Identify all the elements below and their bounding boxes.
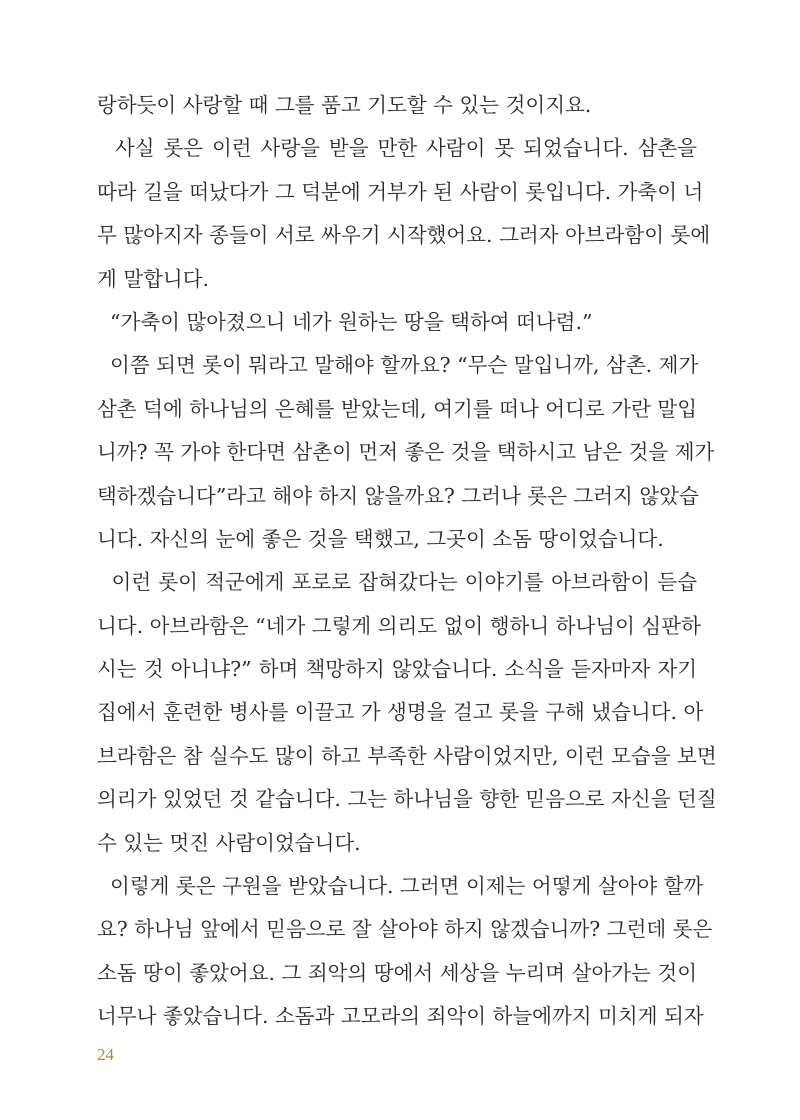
text-line: 택하겠습니다”라고 해야 하지 않을까요? 그러나 롯은 그러지 않았습: [97, 483, 699, 508]
page-number: 24: [97, 1045, 114, 1064]
text-line: 무 많아지자 종들이 서로 싸우기 시작했어요. 그러자 아브라함이 롯에: [97, 223, 711, 248]
text-line: “가축이 많아졌으니 네가 원하는 땅을 택하여 떠나렴.”: [97, 309, 593, 334]
text-line: 시는 것 아니냐?” 하며 책망하지 않았습니다. 소식을 듣자마자 자기: [97, 657, 697, 682]
text-line: 이렇게 롯은 구원을 받았습니다. 그러면 이제는 어떻게 살아야 할까: [97, 874, 704, 899]
text-line: 의리가 있었던 것 같습니다. 그는 하나님을 향한 믿음으로 자신을 던질: [97, 787, 717, 812]
text-line: 브라함은 참 실수도 많이 하고 부족한 사람이었지만, 이런 모습을 보면: [97, 743, 717, 768]
text-line: 삼촌 덕에 하나님의 은혜를 받았는데, 여기를 떠나 어디로 가란 말입: [97, 396, 697, 421]
text-line: 니까? 꼭 가야 한다면 삼촌이 먼저 좋은 것을 택하시고 남은 것을 제가: [97, 440, 715, 465]
text-line: 소돔 땅이 좋았어요. 그 죄악의 땅에서 세상을 누리며 살아가는 것이: [97, 960, 697, 985]
text-line: 너무나 좋았습니다. 소돔과 고모라의 죄악이 하늘에까지 미치게 되자: [97, 1004, 704, 1029]
body-text: [97, 84, 717, 1039]
text-line: 니다. 아브라함은 “네가 그렇게 의리도 없이 행하니 하나님이 심판하: [97, 613, 701, 638]
text-line: 사실 롯은 이런 사랑을 받을 만한 사람이 못 되었습니다. 삼촌을: [97, 136, 697, 161]
text-line: 니다. 자신의 눈에 좋은 것을 택했고, 그곳이 소돔 땅이었습니다.: [97, 526, 664, 551]
text-line: 이쯤 되면 롯이 뭐라고 말해야 할까요? “무슨 말입니까, 삼촌. 제가: [97, 353, 699, 378]
text-line: 이런 롯이 적군에게 포로로 잡혀갔다는 이야기를 아브라함이 듣습: [97, 570, 697, 595]
text-line: 요? 하나님 앞에서 믿음으로 잘 살아야 하지 않겠습니까? 그런데 롯은: [97, 917, 713, 942]
text-line: 따라 길을 떠났다가 그 덕분에 거부가 된 사람이 롯입니다. 가축이 너: [97, 179, 704, 204]
text-line: 집에서 훈련한 병사를 이끌고 가 생명을 걸고 롯을 구해 냈습니다. 아: [97, 700, 704, 725]
text-line: 랑하듯이 사랑할 때 그를 품고 기도할 수 있는 것이지요.: [97, 93, 592, 117]
text-line: 게 말합니다.: [97, 266, 210, 291]
text-line: 수 있는 멋진 사람이었습니다.: [97, 830, 361, 855]
